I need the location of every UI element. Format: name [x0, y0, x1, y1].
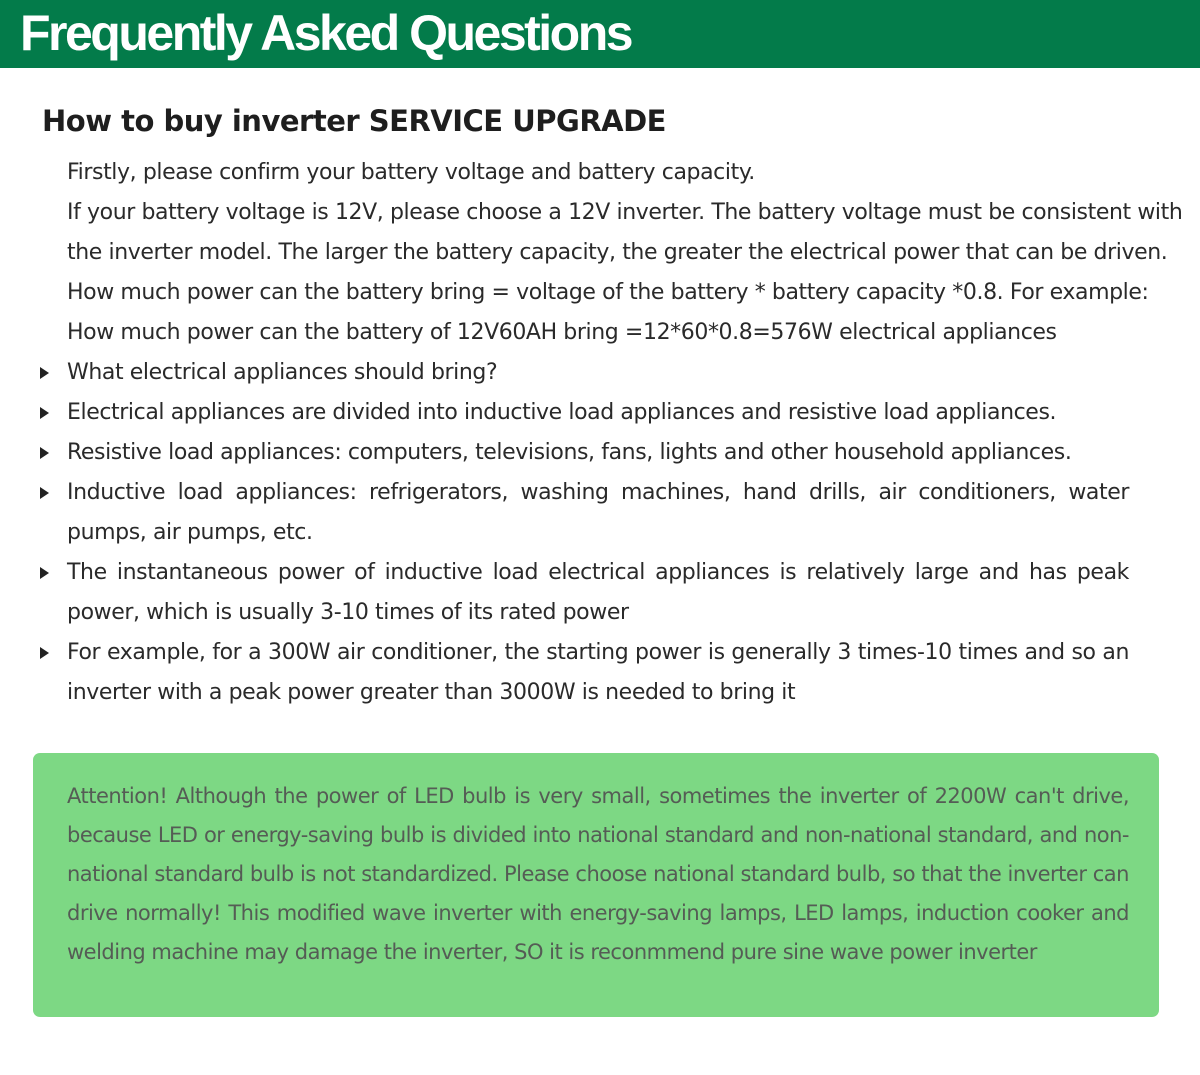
list-item-text: What electrical appliances should bring?	[67, 360, 498, 385]
attention-note-box	[33, 753, 1159, 1017]
triangle-bullet-icon	[40, 567, 49, 579]
intro-paragraph	[67, 153, 1183, 353]
triangle-bullet-icon	[40, 647, 49, 659]
list-item	[38, 473, 1129, 553]
list-item	[38, 353, 1129, 393]
list-item	[38, 433, 1129, 473]
intro-line: How much power can the battery bring = voltage of the battery * battery capacity *0.8. For example:	[67, 280, 1149, 305]
triangle-bullet-icon	[40, 367, 49, 379]
list-item-text: Resistive load appliances: computers, televisions, fans, lights and other household appliances.	[67, 440, 1072, 465]
attention-note-text: Attention! Although the power of LED bulb is very small, sometimes the inverter of 2200W can't drive, because LED or energy-saving bulb is divided into national standard and non-national standard, and non-national standard bulb is not standardized. Please choose national standard bulb, so that the inverter can drive normally! This modified wave inverter with energy-saving lamps, LED lamps, induction cooker and welding machine may damage the inverter, SO it is reconmmend pure sine wave power inverter	[67, 784, 1129, 964]
intro-line: Firstly, please confirm your battery voltage and battery capacity.	[67, 160, 755, 185]
list-item	[38, 393, 1129, 433]
list-item	[38, 633, 1129, 713]
section-title: How to buy inverter SERVICE UPGRADE	[42, 104, 666, 138]
triangle-bullet-icon	[40, 407, 49, 419]
list-item-text: For example, for a 300W air conditioner, the starting power is generally 3 times-10 times and so an inverter with a peak power greater than 3000W is needed to bring it	[67, 640, 1129, 705]
intro-line: If your battery voltage is 12V, please choose a 12V inverter. The battery voltage must be consistent with	[67, 200, 1183, 225]
faq-header-banner	[0, 0, 1200, 68]
triangle-bullet-icon	[40, 447, 49, 459]
bullet-list	[38, 353, 1129, 713]
list-item-text: Electrical appliances are divided into inductive load appliances and resistive load appliances.	[67, 400, 1057, 425]
list-item-text: The instantaneous power of inductive load electrical appliances is relatively large and has peak power, which is usually 3-10 times of its rated power	[67, 560, 1129, 625]
triangle-bullet-icon	[40, 487, 49, 499]
list-item-text: Inductive load appliances: refrigerators, washing machines, hand drills, air conditioners, water pumps, air pumps, etc.	[67, 480, 1129, 545]
intro-line: the inverter model. The larger the battery capacity, the greater the electrical power that can be driven.	[67, 240, 1168, 265]
intro-line: How much power can the battery of 12V60AH bring =12*60*0.8=576W electrical appliances	[67, 320, 1057, 345]
page-title: Frequently Asked Questions	[20, 5, 632, 61]
list-item	[38, 553, 1129, 633]
